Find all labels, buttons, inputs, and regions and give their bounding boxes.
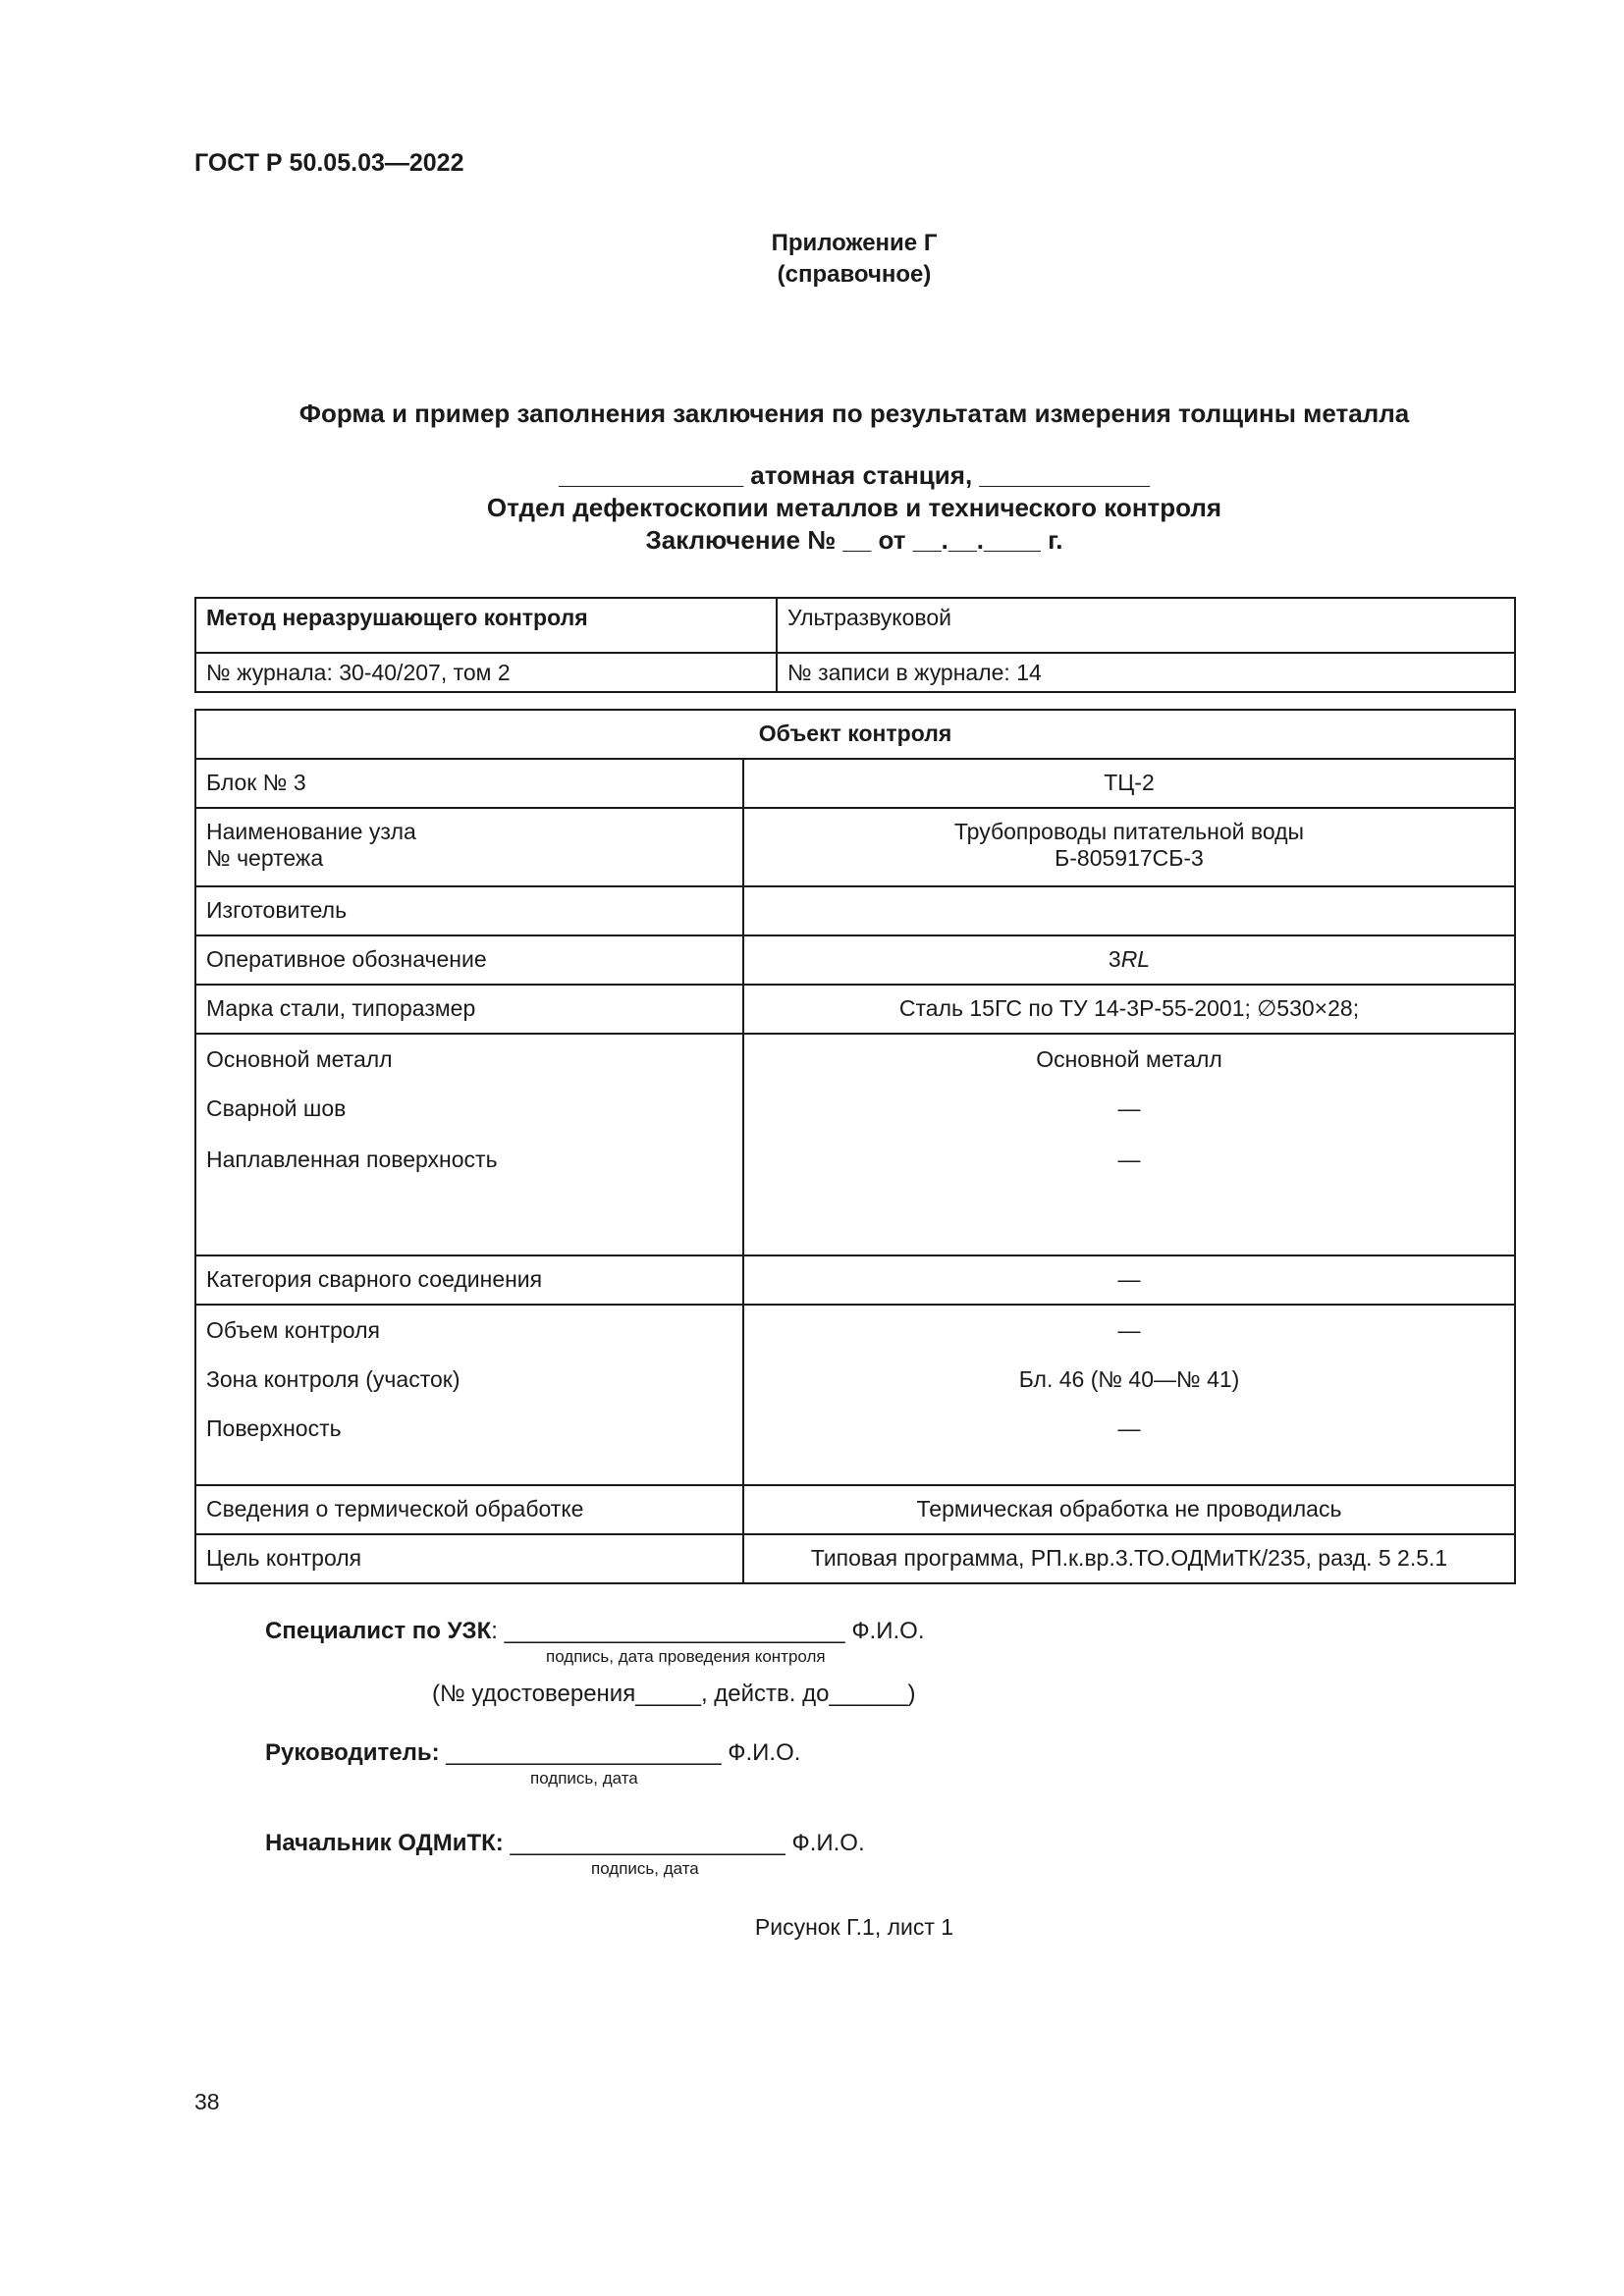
weld-category-value: — [743, 1255, 1515, 1305]
table-row [195, 1485, 1515, 1534]
method-row [195, 598, 1515, 653]
table-row [195, 1534, 1515, 1583]
steel-label: Марка стали, типоразмер [195, 985, 743, 1034]
annex-title: Приложение Г [771, 230, 938, 256]
annex-subtitle: (справочное) [777, 261, 932, 288]
block-value: ТЦ-2 [743, 759, 1515, 808]
figure-caption: Рисунок Г.1, лист 1 [754, 1914, 954, 1940]
object-heading: Объект контроля [195, 710, 1515, 759]
method-value: Ультразвуковой [777, 598, 1515, 653]
table-row [195, 886, 1515, 935]
operative-label: Оперативное обозначение [195, 935, 743, 985]
purpose-value: Типовая программа, РП.к.вр.3.ТО.ОДМиТК/235, разд. 5 2.5.1 [743, 1534, 1515, 1583]
purpose-label: Цель контроля [195, 1534, 743, 1583]
chief-label: Начальник ОДМиТК: [265, 1830, 504, 1856]
document-code: ГОСТ Р 50.05.03—2022 [194, 149, 464, 177]
weld-category-label: Категория сварного соединения [195, 1255, 743, 1305]
head-signature-line [265, 1739, 800, 1767]
volume-value: — [1117, 1317, 1141, 1343]
node-values [743, 808, 1515, 886]
control-scope-values [743, 1305, 1515, 1485]
node-name-label: Наименование узла [206, 819, 416, 844]
station-line: _____________ атомная станция, ____________ [559, 460, 1150, 490]
operative-value-prefix: 3 [1108, 946, 1121, 972]
object-table [194, 709, 1516, 1584]
head-blank: _____________________ [446, 1739, 722, 1766]
journal-row [195, 653, 1515, 692]
block-label: Блок № 3 [195, 759, 743, 808]
node-labels [195, 808, 743, 886]
zone-value: Бл. 46 (№ 40—№ 41) [1018, 1366, 1240, 1392]
cladding-value: — [1117, 1147, 1141, 1172]
weld-value: — [1117, 1095, 1141, 1121]
organization-header [324, 459, 1384, 557]
table-row [195, 935, 1515, 985]
chief-blank: _____________________ [510, 1830, 785, 1856]
metal-type-labels [195, 1034, 743, 1255]
operative-value-italic: RL [1120, 946, 1151, 972]
specialist-sub-caption: подпись, дата проведения контроля [546, 1647, 826, 1666]
specialist-label: Специалист по УЗК [265, 1618, 492, 1644]
form-title: Форма и пример заполнения заключения по результатам измерения толщины металла [298, 399, 1410, 428]
table-row [195, 808, 1515, 886]
object-heading-row [195, 710, 1515, 759]
heat-treatment-label: Сведения о термической обработке [195, 1485, 743, 1534]
weld-label: Сварной шов [206, 1095, 347, 1121]
operative-value [743, 935, 1515, 985]
control-scope-labels [195, 1305, 743, 1485]
method-label: Метод неразрушающего контроля [195, 598, 777, 653]
table-row [195, 1255, 1515, 1305]
head-fio: Ф.И.О. [728, 1739, 801, 1766]
certificate-line: (№ удостоверения_____, действ. до______) [432, 1681, 916, 1707]
method-table [194, 597, 1516, 693]
drawing-number-label: № чертежа [206, 845, 324, 871]
table-row [195, 1034, 1515, 1255]
head-sub-caption: подпись, дата [530, 1769, 638, 1788]
table-row [195, 985, 1515, 1034]
table-row [195, 759, 1515, 808]
journal-number: № журнала: 30-40/207, том 2 [195, 653, 777, 692]
surface-value: — [1117, 1415, 1141, 1441]
cladding-label: Наплавленная поверхность [206, 1147, 498, 1172]
zone-label: Зона контроля (участок) [206, 1366, 460, 1392]
head-label: Руководитель: [265, 1739, 440, 1766]
volume-label: Объем контроля [206, 1317, 380, 1343]
specialist-fio: Ф.И.О. [851, 1618, 925, 1644]
conclusion-number-line: Заключение № __ от __.__.____ г. [645, 525, 1063, 555]
base-metal-value: Основной металл [1036, 1046, 1222, 1072]
base-metal-label: Основной металл [206, 1046, 393, 1072]
surface-label: Поверхность [206, 1415, 342, 1441]
specialist-colon: : [491, 1618, 505, 1644]
annex-heading [324, 228, 1384, 291]
chief-signature-line [265, 1830, 865, 1857]
table-row [195, 1305, 1515, 1485]
specialist-blank: __________________________ [504, 1618, 845, 1644]
chief-sub-caption: подпись, дата [591, 1859, 699, 1878]
metal-type-values [743, 1034, 1515, 1255]
manufacturer-label: Изготовитель [195, 886, 743, 935]
chief-fio: Ф.И.О. [791, 1830, 865, 1856]
record-number: № записи в журнале: 14 [777, 653, 1515, 692]
steel-value: Сталь 15ГС по ТУ 14-3Р-55-2001; ∅530×28; [743, 985, 1515, 1034]
heat-treatment-value: Термическая обработка не проводилась [743, 1485, 1515, 1534]
node-name-value: Трубопроводы питательной воды [953, 819, 1305, 844]
department-line: Отдел дефектоскопии металлов и технического контроля [486, 493, 1222, 522]
page-number: 38 [194, 2089, 220, 2114]
drawing-number-value: Б-805917СБ-3 [1055, 845, 1204, 871]
specialist-signature-line [265, 1618, 924, 1645]
manufacturer-value [743, 886, 1515, 935]
